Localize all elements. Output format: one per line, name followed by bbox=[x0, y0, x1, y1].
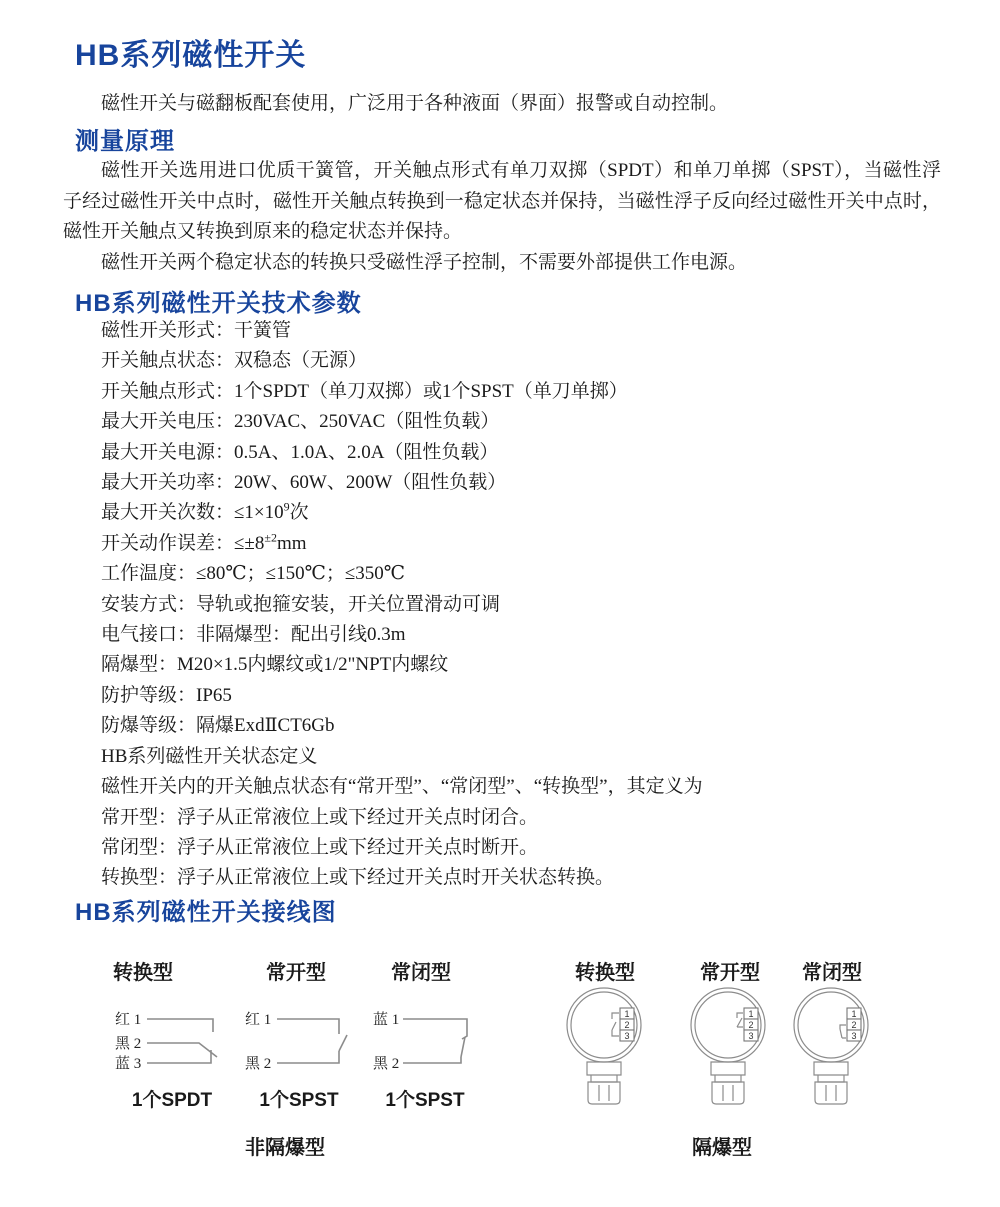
principle-section bbox=[63, 156, 941, 278]
diagram-title-ex-no: 常开型 bbox=[700, 962, 760, 984]
diagram-title-no: 常开型 bbox=[266, 962, 326, 984]
ex-device-nc bbox=[776, 985, 886, 1115]
section-heading-tech-params: HB系列磁性开关技术参数 bbox=[75, 290, 362, 317]
switch-symbol-nc bbox=[840, 1025, 846, 1038]
terminal-number: 3 bbox=[624, 1031, 630, 1041]
wire-label-blue-3: 蓝 3 bbox=[115, 1056, 142, 1072]
param-text: 最大开关次数：≤1×10 bbox=[101, 502, 284, 524]
cable-gland bbox=[588, 1082, 620, 1104]
param-line-action-error bbox=[63, 529, 941, 559]
page-title: HB系列磁性开关 bbox=[75, 39, 307, 72]
group-caption-non-explosion-proof: 非隔爆型 bbox=[245, 1137, 325, 1159]
param-line: 最大开关电源：0.5A、1.0A、2.0A（阻性负载） bbox=[101, 441, 499, 463]
terminal-number: 2 bbox=[624, 1020, 630, 1030]
cable-gland bbox=[712, 1082, 744, 1104]
param-line: 电气接口：非隔爆型：配出引线0.3m bbox=[101, 624, 406, 646]
wiring-diagram-area bbox=[0, 945, 1000, 1207]
wire-label-black-2: 黑 2 bbox=[115, 1036, 142, 1052]
wire-label-red-1: 红 1 bbox=[115, 1012, 142, 1028]
diagram-caption-nc: 1个SPST bbox=[385, 1090, 465, 1111]
device-neck bbox=[814, 1062, 848, 1082]
superscript: 9 bbox=[283, 500, 290, 515]
param-line: 开关触点状态：双稳态（无源） bbox=[101, 350, 368, 372]
diagram-caption-spdt: 1个SPDT bbox=[131, 1090, 213, 1111]
param-text: 次 bbox=[289, 502, 309, 524]
switch-symbol-no bbox=[737, 1013, 743, 1027]
ex-device-spdt bbox=[549, 985, 659, 1115]
terminal-number: 1 bbox=[624, 1009, 630, 1019]
param-line: 磁性开关内的开关触点状态有“常开型”、“常闭型”、“转换型”，其定义为 bbox=[101, 776, 703, 798]
diagram-title-nc: 常闭型 bbox=[391, 962, 451, 984]
terminal-number: 3 bbox=[851, 1031, 857, 1041]
param-line: 防护等级：IP65 bbox=[101, 684, 232, 706]
intro-section bbox=[63, 89, 941, 120]
param-line: 常开型：浮子从正常液位上或下经过开关点时闭合。 bbox=[101, 806, 539, 828]
param-line: 最大开关功率：20W、60W、200W（阻性负载） bbox=[101, 472, 507, 494]
param-line: 最大开关电压：230VAC、250VAC（阻性负载） bbox=[101, 411, 500, 433]
diagram-title-spdt: 转换型 bbox=[113, 962, 173, 984]
terminal-number: 3 bbox=[748, 1031, 754, 1041]
terminal-number: 1 bbox=[748, 1009, 754, 1019]
terminal-number: 1 bbox=[851, 1009, 857, 1019]
switch-lever bbox=[339, 1035, 347, 1051]
switch-lever bbox=[461, 1037, 465, 1057]
cable-gland bbox=[815, 1082, 847, 1104]
param-line: 开关触点形式：1个SPDT（单刀双掷）或1个SPST（单刀单掷） bbox=[101, 380, 628, 402]
tech-params-section bbox=[63, 316, 941, 894]
device-neck bbox=[587, 1062, 621, 1082]
param-line: 隔爆型：M20×1.5内螺纹或1/2"NPT内螺纹 bbox=[101, 654, 449, 676]
spst-nc-wiring-diagram bbox=[363, 1005, 513, 1080]
section-heading-principle: 测量原理 bbox=[75, 128, 175, 155]
diagram-title-ex-nc: 常闭型 bbox=[802, 962, 862, 984]
param-line: HB系列磁性开关状态定义 bbox=[101, 745, 318, 767]
wire-line bbox=[277, 1019, 339, 1034]
spdt-wiring-diagram bbox=[105, 1005, 255, 1080]
principle-paragraph-1: 磁性开关选用进口优质干簧管，开关触点形式有单刀双掷（SPDT）和单刀单掷（SPST），当磁性浮子经过磁性开关中点时，磁性开关触点转换到一稳定状态并保持，当磁性浮子反向经过磁性开关中点时，磁性开关触点又转换到原来的稳定状态并保持。 bbox=[63, 160, 941, 243]
diagram-title-ex-spdt: 转换型 bbox=[575, 962, 635, 984]
superscript: ±2 bbox=[264, 530, 277, 545]
param-text: mm bbox=[276, 532, 307, 554]
device-neck bbox=[711, 1062, 745, 1082]
wire-line bbox=[403, 1057, 461, 1063]
wire-line bbox=[403, 1019, 467, 1039]
param-text: 开关动作误差：≤±8 bbox=[101, 532, 265, 554]
param-line: 防爆等级：隔爆ExdⅡCT6Gb bbox=[101, 715, 335, 737]
diagram-caption-no: 1个SPST bbox=[259, 1090, 339, 1111]
terminal-number: 2 bbox=[851, 1020, 857, 1030]
group-caption-explosion-proof: 隔爆型 bbox=[692, 1137, 752, 1159]
wire-label-blue-1: 蓝 1 bbox=[373, 1012, 400, 1028]
wire-label-black-2: 黑 2 bbox=[373, 1056, 400, 1072]
param-line: 常闭型：浮子从正常液位上或下经过开关点时断开。 bbox=[101, 836, 539, 858]
wire-line bbox=[147, 1019, 213, 1032]
wire-label-red-1: 红 1 bbox=[245, 1012, 272, 1028]
switch-lever bbox=[147, 1043, 217, 1057]
intro-paragraph: 磁性开关与磁翻板配套使用，广泛用于各种液面（界面）报警或自动控制。 bbox=[101, 93, 729, 114]
param-line: 磁性开关形式：干簧管 bbox=[101, 320, 292, 341]
section-heading-wiring: HB系列磁性开关接线图 bbox=[75, 899, 337, 926]
wire-line bbox=[147, 1050, 211, 1063]
wire-label-black-2: 黑 2 bbox=[245, 1056, 272, 1072]
terminal-number: 2 bbox=[748, 1020, 754, 1030]
switch-symbol-spdt bbox=[612, 1013, 619, 1036]
param-line: 工作温度：≤80℃；≤150℃；≤350℃ bbox=[101, 563, 406, 585]
param-line: 转换型：浮子从正常液位上或下经过开关点时开关状态转换。 bbox=[101, 867, 615, 889]
param-line: 安装方式：导轨或抱箍安装，开关位置滑动可调 bbox=[101, 593, 501, 615]
wire-line bbox=[277, 1051, 339, 1063]
param-line-switch-count bbox=[63, 498, 941, 528]
principle-paragraph-2: 磁性开关两个稳定状态的转换只受磁性浮子控制，不需要外部提供工作电源。 bbox=[101, 251, 748, 273]
ex-device-no bbox=[673, 985, 783, 1115]
